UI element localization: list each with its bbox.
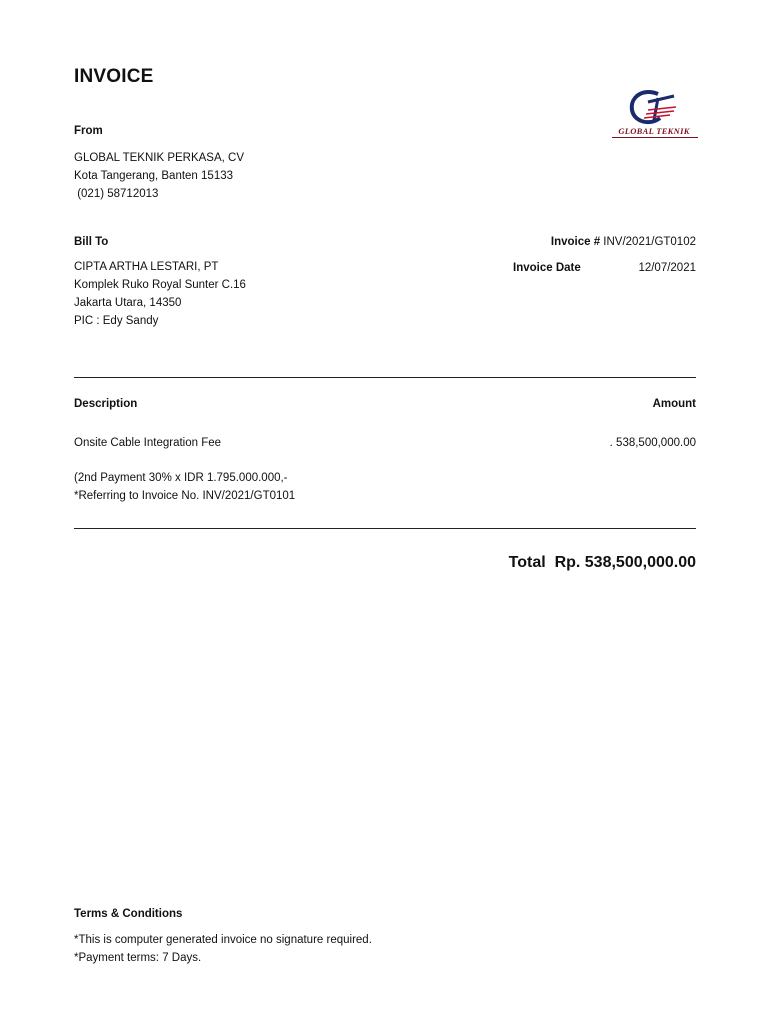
global-teknik-logo-mark [608,86,700,128]
bill-to-address [74,258,246,330]
amount-header: Amount [652,398,696,410]
payment-note: (2nd Payment 30% x IDR 1.795.000.000,- [74,472,288,484]
terms-label: Terms & Conditions [74,908,183,920]
terms-list [74,931,372,967]
bill-to-label: Bill To [74,236,109,248]
divider-bottom [74,528,696,529]
invoice-total: Total Rp. 538,500,000.00 [508,554,696,571]
terms-line-signature: *This is computer generated invoice no signature required. [74,934,372,946]
from-phone: (021) 58712013 [74,188,159,200]
invoice-number [551,233,696,251]
from-address [74,149,244,203]
divider-top [74,377,696,378]
from-company: GLOBAL TEKNIK PERKASA, CV [74,152,245,164]
reference-note: *Referring to Invoice No. INV/2021/GT0101 [74,490,296,502]
invoice-date-label: Invoice Date [513,262,581,274]
company-logo [608,86,700,138]
from-city: Kota Tangerang, Banten 15133 [74,170,234,182]
invoice-date-value: 12/07/2021 [638,262,696,274]
invoice-title: INVOICE [74,66,154,87]
invoice-number-label: Invoice # [550,236,601,248]
invoice-number-value: INV/2021/GT0102 [603,236,696,248]
terms-line-payment: *Payment terms: 7 Days. [74,952,202,964]
item-amount: . 538,500,000.00 [609,437,696,449]
item-notes [74,469,295,505]
bill-to-city: Jakarta Utara, 14350 [74,297,182,309]
description-header: Description [74,398,138,410]
logo-underline [612,137,698,138]
from-label: From [74,125,103,137]
item-description: Onsite Cable Integration Fee [74,437,222,449]
bill-to-company: CIPTA ARTHA LESTARI, PT [74,261,219,273]
logo-text: GLOBAL TEKNIK [618,126,690,136]
bill-to-street: Komplek Ruko Royal Sunter C.16 [74,279,246,291]
bill-to-pic: PIC : Edy Sandy [74,315,159,327]
